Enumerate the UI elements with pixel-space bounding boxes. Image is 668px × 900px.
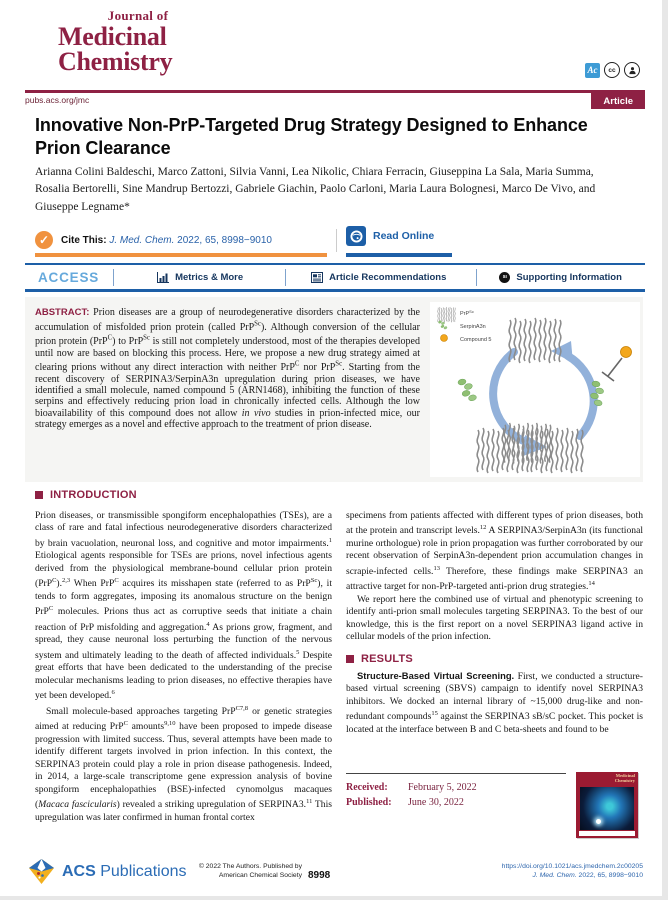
page-title: Innovative Non-PrP-Targeted Drug Strategy Designed to Enhance Prion Clearance (35, 115, 588, 159)
access-rule-bottom (25, 289, 645, 292)
legend-prpsc-icon (438, 307, 456, 322)
section-results (346, 653, 643, 665)
journal-cover-thumbnail (576, 772, 638, 838)
acs-text: ACS (62, 862, 96, 880)
compound5-ball (621, 347, 632, 358)
legend-prp-sup: Sc (469, 309, 474, 314)
received-row (346, 781, 566, 796)
serpin-left (457, 377, 477, 403)
supporting-information-link[interactable] (499, 272, 622, 283)
cite-divider (336, 229, 337, 252)
cover-title: Medicinal Chemistry (614, 773, 635, 783)
prpsc-aggregate-bottom-right (531, 428, 583, 473)
legend-prp-label: PrP (460, 311, 470, 317)
cite-this-label: Cite This: (61, 234, 110, 246)
received-date: February 5, 2022 (408, 782, 477, 793)
author-list: Arianna Colini Baldeschi, Marco Zattoni, Silvia Vanni, Lea Nikolic, Chiara Ferracin, Giuseppina La Sala, Maria Summa, Rosalia Bertorelli, Sine Mandrup Bertozzi, Gabriele Giachin, Paolo Carloni, Maria Laura Bolognesi, Marco De Vivo, and Giuseppe Legname* (35, 166, 596, 213)
cover-footer-strip (579, 831, 635, 836)
abstract-body: Prion diseases are a group of neurodegenerative disorders characterized by the accumulation of misfolded prion protein (called PrP$^{Sc}$). Although conversion of the cellular prion protein (PrP$^C$) to PrP$^{Sc}$ is still not completely understood, most of the therapies developed until now are based on blocking this process. Here, we propose a new drug strategy aimed at clearing prions without any direct interaction with neither PrP$^C$ nor PrP$^{Sc}$. Starting from the recent discovery of SERPINA3/SerpinA3n upregulation during prion diseases, we have identified a small molecule, named compound 5 (ARN1468), inhibiting the function of these serpins and effectively reducing prion load in chronically infected cells. Although the low bioavailability of this compound does not allow in vivo studies in prion-infected mice, our strategy emerges as a novel and effective approach to the treatment of prion disease. (35, 307, 420, 431)
article-recommendations-link[interactable] (311, 272, 446, 283)
cc-by-person-icon (624, 62, 640, 78)
received-label: Received: (346, 782, 388, 793)
access-divider (476, 269, 477, 286)
access-link[interactable]: ACCESS (38, 269, 100, 285)
svg-text:PrPSc (460, 309, 474, 317)
si-icon: sı (499, 272, 510, 283)
cc-license-icon: cc (604, 62, 620, 78)
license-icons (585, 62, 640, 78)
access-divider (285, 269, 286, 286)
section-introduction (35, 489, 137, 501)
journal-logo (58, 8, 218, 75)
header-rule (25, 90, 645, 93)
published-row (346, 796, 566, 811)
check-icon: ✓ (35, 231, 53, 249)
authorchoice-icon: Ac (585, 63, 600, 78)
access-divider (113, 269, 114, 286)
cite-underline (35, 253, 327, 257)
cite-this-bar[interactable] (35, 228, 272, 252)
prpsc-aggregate-bottom-left (477, 428, 529, 473)
journal-site-link[interactable]: pubs.acs.org/jmc (25, 95, 90, 105)
published-label: Published: (346, 796, 392, 808)
intro-paragraph-1: Prion diseases, or transmissible spongiform encephalopathies (TSEs), are a class of rare and fatal infectious neurodegenerative disorders characterized by brain vacuolation, neuronal loss, and cognitive and motor impairments.$^1$ Etiological agents responsible for TSEs are prions, novel infectious agents derived from the physiological membrane-bound cellular prion protein (PrP$^C$).$^{2,3}$ When PrP$^C$ acquires its misshapen state (referred to as PrP$^{Sc}$), it tends to form aggregates, imposing its anomalous structure on the benign PrP$^C$ molecules. Prions thus act as corruptive seeds that initiate a chain reaction of PrP misfolding and aggregation.$^4$ As prions grow, fragment, and spread, they cause neuronal loss perturbing the function of the nervous system and ultimately leading to the death of affected individuals.$^5$ Despite great efforts that have been dedicated to the understanding of the precise molecular mechanisms leading to prion diseases, no effective therapies have yet been developed.$^6$ (35, 510, 332, 702)
legend-compound-icon (441, 335, 448, 342)
inhibition-line (608, 358, 622, 376)
abstract-section (25, 297, 643, 482)
toc-graphic (430, 302, 640, 477)
legend-compound-label: Compound 5 (460, 337, 492, 343)
page-number: 8998 (308, 870, 331, 881)
copyright-notice: © 2022 The Authors. Published by American Chemical Society (198, 863, 302, 880)
read-online-button[interactable] (346, 226, 434, 246)
published-date: June 30, 2022 (408, 796, 464, 808)
results-heading: RESULTS (361, 652, 413, 665)
legend-serpin-label: SerpinA3n (460, 324, 486, 330)
article-dates (346, 773, 566, 810)
cite-this-text[interactable] (61, 235, 272, 246)
cover-spark (596, 819, 601, 824)
article-recommendations-icon (311, 272, 323, 283)
publications-text: Publications (95, 862, 187, 880)
cycle-arrow-right (568, 356, 594, 436)
journal-name-line2: Chemistry (58, 47, 173, 77)
body-column-right (346, 510, 643, 736)
results-paragraph-1: Structure-Based Virtual Screening. First, we conducted a structure-based virtual screening (SBVS) campaign to identify novel SERPINA3 inhibitors. We docked an internal library of ~15,000 drug-like and non-redundant compounds$^{15}$ against the SERPINA3 sB/sC pocket. This pocket is located at the interface between B and C beta-sheets and found to be (346, 670, 643, 735)
doi-block (502, 862, 643, 880)
citation-line: J. Med. Chem. 2022, 65, 8998−9010 (532, 872, 643, 880)
intro-paragraph-4: We report here the combined use of virtual and phenotypic screening to identify anti-prion small molecules targeting SERPINA3. To the best of our knowledge, this is the first report on a novel SERPINA3 ligand active in cellular models of the prion infection. (346, 594, 643, 643)
journal-pretitle: Journal of (107, 8, 169, 23)
abstract-label: ABSTRACT: (35, 307, 90, 318)
citation-reference[interactable]: J. Med. Chem. 2022, 65, 8998−9010 (109, 234, 272, 246)
inhibition-bar (602, 372, 614, 381)
access-rule-top (25, 263, 645, 265)
read-online-underline (346, 253, 452, 257)
article-type-badge: Article (591, 93, 645, 109)
read-online-label: Read Online (373, 230, 435, 242)
journal-name-line1: Medicinal (58, 22, 167, 51)
cover-image (580, 787, 634, 830)
doi-link[interactable]: https://doi.org/10.1021/acs.jmedchem.2c00205 (501, 863, 643, 870)
access-bar (25, 266, 645, 288)
intro-paragraph-2: Small molecule-based approaches targeting PrP$^{C7,8}$ or genetic strategies aimed at reducing PrP$^C$ amounts$^{9,10}$ have been proposed to impede disease progression with limited success. Thus, several attempts have been made to identify different targets involved in prion infection. In this context, the SERPINA3 protein could play a role in prion disease pathogenesis. Indeed, in 2014, a large-scale transcriptome gene expression analysis of bovine spongiform encephalopathies (BSE)-infected cynomolgus macaques (Macaca fascicularis) revealed a striking upregulation of SERPINA3.11 This upregulation was later confirmed in human frontal cortex (35, 704, 332, 823)
globe-icon (346, 226, 366, 246)
section-square-icon (346, 655, 354, 663)
bar-chart-icon (157, 272, 169, 283)
abstract-text (35, 307, 420, 430)
graphical-abstract (430, 302, 640, 477)
metrics-label: Metrics & More (175, 271, 244, 283)
section-square-icon (35, 491, 43, 499)
metrics-and-more-link[interactable] (157, 272, 243, 283)
prpsc-aggregate-top (509, 318, 561, 363)
introduction-heading: INTRODUCTION (50, 489, 137, 501)
intro-paragraph-3: specimens from patients affected with different types of prion diseases, both at the protein and transcript levels.$^{12}$ A SERPINA3/SerpinA3n (its functional murine orthologue) role in prion propagation was further corroborated by our recent observation of SerpinA3n-dependent prion accumulation changes in scrapie-infected cells.$^{13}$ Therefore, these findings make SERPINA3 an attractive target for non-PrP-targeted anti-prion drug strategies.$^{14}$ (346, 510, 643, 593)
supporting-info-label: Supporting Information (516, 271, 622, 283)
body-column-left (35, 510, 332, 852)
acs-diamond-icon (28, 858, 55, 885)
recommendations-label: Article Recommendations (329, 271, 447, 283)
